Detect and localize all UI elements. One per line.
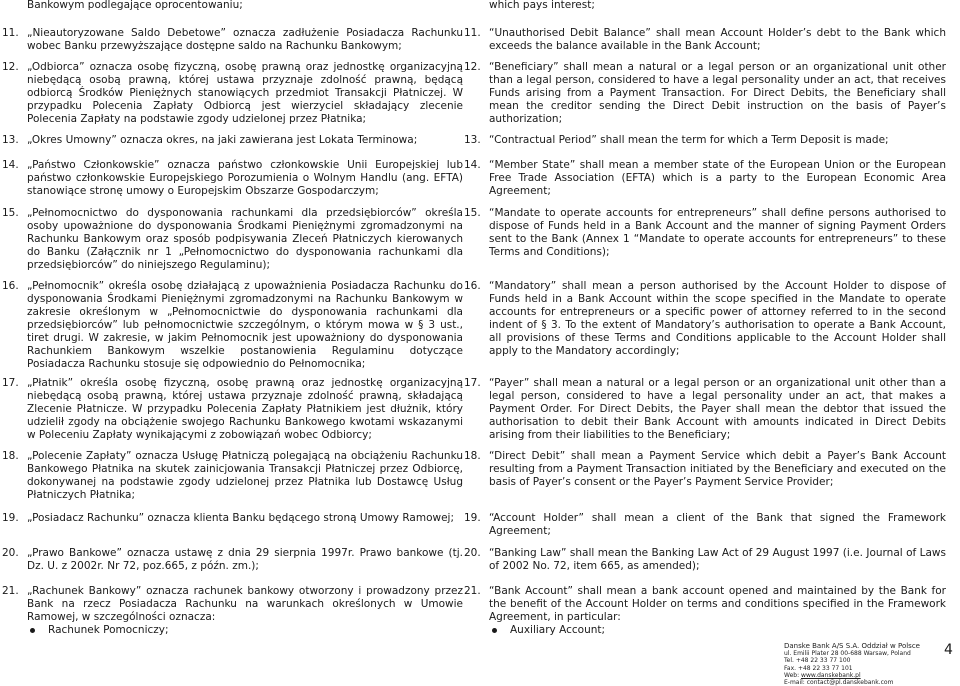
pl-top-line: Bankowym podlegające oprocentowaniu;: [27, 0, 243, 11]
footer-web-link[interactable]: www.danskebank.pl: [801, 671, 861, 679]
pl-bullet-item: [27, 624, 463, 637]
footer-tel: Tel. +48 22 33 77 100: [784, 657, 851, 665]
en-item-21-text: “Bank Account” shall mean a bank account opened and maintained by the Bank for the benefit of the Account Holder on terms and conditions specified in the Framework Agreement, in particular:: [489, 585, 946, 623]
page-number: 4: [944, 642, 953, 658]
footer-fax: Fax. +48 22 33 77 101: [784, 664, 853, 672]
pl-item-number: 14.: [2, 159, 19, 171]
pl-item-text: „Polecenie Zapłaty” oznacza Usługę Płatniczą polegającą na obciążeniu Rachunku Bankowego Płatnika na skutek zainicjowania Transakcji Płatniczej przez Odbiorcę, dokonywanej na podstawie zgody udzielonej przez Płatnika lub Dostawcę Usług Płatniczych Płatnika;: [27, 450, 463, 501]
en-item-text: “Payer” shall mean a natural or a legal person or an organizational unit other than a legal person, considered to have a legal personality under an act, that makes a Payment Order. For Direct Debits, the Payer shall mean the debtor that issued the authorisation to debit their Bank Account with amounts indicated in Direct Debits arising from their liabilities to the Beneficiary;: [489, 377, 946, 441]
pl-item-number: 13.: [2, 134, 19, 146]
pl-item-number: 12.: [2, 61, 19, 73]
pl-item-text: „Posiadacz Rachunku” oznacza klienta Banku będącego stroną Umowy Ramowej;: [27, 512, 454, 524]
pl-item-number: 18.: [2, 450, 19, 462]
pl-item-21-text: „Rachunek Bankowy” oznacza rachunek bankowy otworzony i prowadzony przez Bank na rzecz Posiadacza Rachunku na warunkach określonych w Umowie Ramowej, w szczególności oznacza:: [27, 585, 463, 623]
en-item-text: “Banking Law” shall mean the Banking Law Act of 29 August 1997 (i.e. Journal of Laws of 2002 No. 72, item 665, as amended);: [489, 547, 946, 572]
bullet-dot-icon: [30, 628, 35, 633]
en-item-number: 13.: [464, 134, 481, 146]
en-item-number: 16.: [464, 280, 481, 292]
pl-item-text: „Prawo Bankowe” oznacza ustawę z dnia 29 sierpnia 1997r. Prawo bankowe (tj. Dz. U. z 2002r. Nr 72, poz.665, z późn. zm.);: [27, 547, 463, 572]
pl-item-text: „Okres Umowny” oznacza okres, na jaki zawierana jest Lokata Terminowa;: [27, 134, 418, 146]
pl-item-text: „Nieautoryzowane Saldo Debetowe” oznacza zadłużenie Posiadacza Rachunku wobec Banku przewyższające dostępne saldo na Rachunku Bankowym;: [27, 27, 463, 52]
pl-item-number: 15.: [2, 207, 19, 219]
pl-item-number: 21.: [2, 585, 19, 597]
pl-bullet-text: Rachunek Pomocniczy;: [48, 624, 169, 636]
pl-item-number: 16.: [2, 280, 19, 292]
en-item-number: 21.: [464, 585, 481, 597]
en-item-text: “Beneficiary” shall mean a natural or a legal person or an organizational unit other than a legal person, considered to have a legal personality under an act, that receives Funds arising from a Payment Transaction. For Direct Debits, the Beneficiary shall mean the creditor sending the Direct Debit instruction on the basis of Payer’s authorization;: [489, 61, 946, 125]
en-item-text: “Member State” shall mean a member state of the European Union or the European Free Trade Association (EFTA) which is a party to the European Economic Area Agreement;: [489, 159, 946, 197]
en-item-number: 20.: [464, 547, 481, 559]
en-bullet-item: [489, 624, 946, 637]
en-item-text: “Contractual Period” shall mean the term for which a Term Deposit is made;: [489, 134, 889, 146]
pl-item-number: 17.: [2, 377, 19, 389]
pl-item-text: „Odbiorca” oznacza osobę fizyczną, osobę prawną oraz jednostkę organizacyjną niebędącą osobą prawną, której ustawa przyznaje zdolność prawną, będącą odbiorcą Środków Pieniężnych stanowiących przedmiot Transakcji Płatniczej. W przypadku Polecenia Zapłaty Odbiorcą jest wierzyciel składający zlecenie Polecenia Zapłaty na podstawie zgody udzielonej przez Płatnika;: [27, 61, 463, 125]
en-item-text: [489, 585, 946, 637]
bullet-dot-icon: [492, 628, 497, 633]
en-item-number: 18.: [464, 450, 481, 462]
pl-item-number: 11.: [2, 27, 19, 39]
footer-company: Danske Bank A/S S.A. Oddział w Polsce: [784, 642, 920, 650]
pl-item-number: 20.: [2, 547, 19, 559]
pl-item-number: 19.: [2, 512, 19, 524]
en-item-number: 17.: [464, 377, 481, 389]
pl-item-text: „Pełnomocnik” określa osobę działającą z upoważnienia Posiadacza Rachunku do dysponowania Środkami Pieniężnymi zgromadzonymi na Rachunku Bankowym w zakresie określonym w „Pełnomocnictwie do dysponowania rachunkami dla przedsiębiorców” lub pełnomocnictwie szczególnym, o którym mowa w § 3 ust., tiret drugi. W zakresie, w jakim Pełnomocnik jest upoważniony do dysponowania Rachunkiem Bankowym wszelkie postanowienia Regulaminu dotyczące Posiadacza Rachunku stosuje się odpowiednio do Pełnomocnika;: [27, 280, 463, 370]
en-item-number: 19.: [464, 512, 481, 524]
pl-item-text: „Państwo Członkowskie” oznacza państwo członkowskie Unii Europejskiej lub państwo członkowskie Europejskiego Porozumienia o Wolnym Handlu (ang. EFTA) stanowiące stronę umowy o Europejskim Obszarze Gospodarczym;: [27, 159, 463, 197]
en-item-number: 11.: [464, 27, 481, 39]
en-item-text: “Mandatory” shall mean a person authorised by the Account Holder to dispose of Funds held in a Bank Account within the scope specified in the Mandate to operate accounts for entrepreneurs or a specific power of attorney referred to in the second indent of § 3. To the extent of Mandatory’s authorisation to operate a Bank Account, all provisions of these Terms and Conditions applicable to the Account Holder shall apply to the Mandatory accordingly;: [489, 280, 946, 357]
footer-web-row: [784, 672, 934, 679]
footer-email: E-mail: contact@pl.danskebank.com: [784, 679, 894, 686]
en-item-text: “Direct Debit” shall mean a Payment Service which debit a Payer’s Bank Account resulting from a Payment Transaction initiated by the Beneficiary and executed on the basis of Payer’s consent or the Payer’s Payment Service Provider;: [489, 450, 946, 488]
pl-item-text: „Płatnik” określa osobę fizyczną, osobę prawną oraz jednostkę organizacyjną niebędącą osobą prawną, której ustawa przyznaje zdolność prawną, składającą Zlecenie Płatnicze. W przypadku Polecenia Zapłaty Płatnikiem jest dłużnik, który udzielił zgody na obciążenie swojego Rachunku Bankowego kwotami wskazanymi w Poleceniu Zapłaty wynikającymi z zobowiązań wobec Odbiorcy;: [27, 377, 463, 441]
en-item-text: “Account Holder” shall mean a client of the Bank that signed the Framework Agreement;: [489, 512, 946, 537]
en-item-number: 14.: [464, 159, 481, 171]
en-item-text: “Mandate to operate accounts for entrepreneurs” shall define persons authorised to dispose of Funds held in a Bank Account and the manner of signing Payment Orders sent to the Bank (Annex 1 “Mandate to operate accounts for entrepreneurs” to these Terms and Conditions);: [489, 207, 946, 258]
footer-address: ul. Emilii Plater 28 00-688 Warsaw, Poland: [784, 650, 911, 658]
pl-item-text: [27, 585, 463, 637]
bank-footer: [784, 643, 934, 686]
en-top-line: which pays interest;: [489, 0, 595, 11]
en-bullet-text: Auxiliary Account;: [510, 624, 606, 636]
en-item-text: “Unauthorised Debit Balance” shall mean Account Holder’s debt to the Bank which exceeds the balance available in the Bank Account;: [489, 27, 946, 52]
en-item-number: 12.: [464, 61, 481, 73]
en-item-number: 15.: [464, 207, 481, 219]
pl-item-text: „Pełnomocnictwo do dysponowania rachunkami dla przedsiębiorców” określa osoby upoważnione do dysponowania Środkami Pieniężnymi zgromadzonymi na Rachunku Bankowym oraz sposób podpisywania Zleceń Płatniczych kierowanych do Banku (Załącznik nr 1 „Pełnomocnictwo do dysponowania rachunkami dla przedsiębiorców” do niniejszego Regulaminu);: [27, 207, 463, 271]
footer-web-label: Web:: [784, 671, 800, 679]
